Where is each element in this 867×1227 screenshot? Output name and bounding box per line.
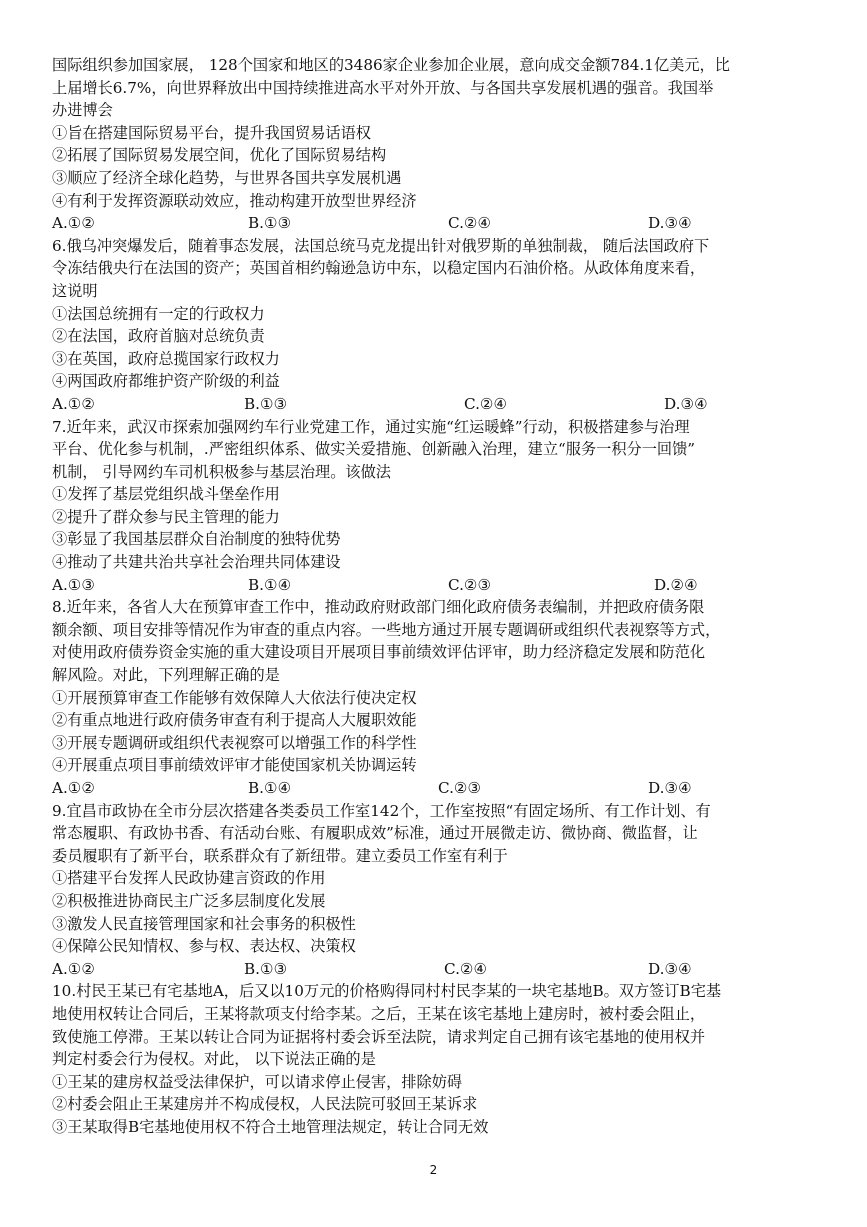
option-d: D.③④ bbox=[648, 959, 692, 978]
statement-2: ②提升了群众参与民主管理的能力 bbox=[52, 507, 280, 526]
option-c: C.②④ bbox=[448, 214, 492, 233]
answer-options bbox=[52, 777, 820, 800]
option-a: A.①③ bbox=[52, 575, 96, 594]
option-c: C.②④ bbox=[444, 959, 488, 978]
option-d: D.③④ bbox=[648, 214, 692, 233]
question-text-line: 判定村委会行为侵权。对此， 以下说法正确的是 bbox=[52, 1050, 376, 1069]
statement-3: ③在英国，政府总揽国家行政权力 bbox=[52, 349, 280, 368]
question-text-line: 6.俄乌冲突爆发后，随着事态发展，法国总统马克龙提出针对俄罗斯的单独制裁， 随后法国政府下 bbox=[52, 236, 710, 255]
option-a: A.①② bbox=[52, 394, 96, 413]
question-6 bbox=[52, 235, 820, 416]
statement-4: ④有利于发挥资源联动效应，推动构建开放型世界经济 bbox=[52, 191, 417, 210]
statement-1: ①王某的建房权益受法律保护，可以请求停止侵害，排除妨碍 bbox=[52, 1072, 463, 1091]
question-text-line: 办进博会 bbox=[52, 101, 113, 120]
question-text-line: 常态履职、有政协书香、有活动台账、有履职成效”标准，通过开展微走访、微协商、微监督，让 bbox=[52, 824, 698, 843]
statement-3: ③激发人民直接管理国家和社会事务的积极性 bbox=[52, 914, 356, 933]
question-text-line: 令冻结俄央行在法国的资产；英国首相约翰逊急访中东，以稳定国内石油价格。从政体角度来看， bbox=[52, 259, 706, 278]
question-text-line: 8.近年来，各省人大在预算审查工作中，推动政府财政部门细化政府债务表编制，并把政府债务限 bbox=[52, 598, 705, 617]
question-text-line: 平台、优化参与机制，.严密组织体系、做实关爱措施、创新融入治理，建立“服务一积分一回馈” bbox=[52, 440, 696, 459]
question-text-line: 地使用权转让合同后，王某将款项支付给李某。之后，王某在该宅基地上建房时，被村委会阻止， bbox=[52, 1004, 706, 1023]
option-d: D.②④ bbox=[654, 575, 698, 594]
statement-2: ②在法国，政府首脑对总统负责 bbox=[52, 327, 265, 346]
question-text-line: 委员履职有了新平台，联系群众有了新纽带。建立委员工作室有利于 bbox=[52, 846, 508, 865]
question-10 bbox=[52, 980, 820, 1138]
option-b: B.①③ bbox=[248, 214, 292, 233]
statement-1: ①开展预算审查工作能够有效保障人大依法行使决定权 bbox=[52, 688, 417, 707]
statement-1: ①搭建平台发挥人民政协建言资政的作用 bbox=[52, 869, 326, 888]
statement-4: ④推动了共建共治共享社会治理共同体建设 bbox=[52, 553, 341, 572]
statement-2: ②拓展了国际贸易发展空间，优化了国际贸易结构 bbox=[52, 146, 387, 165]
question-text-line: 9.宜昌市政协在全市分层次搭建各类委员工作室142个，工作室按照“有固定场所、有工作计划、有 bbox=[52, 801, 711, 820]
statement-4: ④开展重点项目事前绩效评审才能使国家机关协调运转 bbox=[52, 756, 417, 775]
option-d: D.③④ bbox=[664, 394, 708, 413]
page-content bbox=[52, 54, 820, 1139]
statement-3: ③彰显了我国基层群众自治制度的独特优势 bbox=[52, 530, 341, 549]
answer-options bbox=[52, 574, 820, 597]
question-7 bbox=[52, 416, 820, 597]
statement-1: ①发挥了基层党组织战斗堡垒作用 bbox=[52, 485, 280, 504]
option-b: B.①③ bbox=[244, 959, 288, 978]
statement-3: ③顺应了经济全球化趋势，与世界各国共享发展机遇 bbox=[52, 168, 402, 187]
question-text-line: 对使用政府债券资金实施的重大建设项目开展项目事前绩效评估评审，助力经济稳定发展和防范化 bbox=[52, 643, 706, 662]
page-number: 2 bbox=[429, 1163, 438, 1177]
question-text-line: 致使施工停滞。王某以转让合同为证据将村委会诉至法院，请求判定自己拥有该宅基地的使用权并 bbox=[52, 1027, 706, 1046]
question-5 bbox=[52, 54, 820, 235]
option-a: A.①② bbox=[52, 779, 96, 797]
statement-3: ③王某取得B宅基地使用权不符合土地管理法规定，转让合同无效 bbox=[52, 1117, 489, 1136]
option-a: A.①② bbox=[52, 214, 96, 233]
question-8 bbox=[52, 596, 820, 799]
question-text-line: 7.近年来，武汉市探索加强网约车行业党建工作，通过实施“红运暖蜂”行动，积极搭建参与治理 bbox=[52, 417, 690, 436]
option-c: C.②③ bbox=[438, 779, 482, 797]
option-d: D.③④ bbox=[648, 779, 692, 797]
question-9 bbox=[52, 800, 820, 981]
question-text-line: 额余额、项目安排等情况作为审查的重点内容。一些地方通过开展专题调研或组织代表视察等方式， bbox=[52, 620, 721, 639]
option-c: C.②④ bbox=[464, 394, 508, 413]
statement-2: ②积极推进协商民主广泛多层制度化发展 bbox=[52, 891, 326, 910]
question-text-line: 机制， 引导网约车司机积极参与基层治理。该做法 bbox=[52, 462, 391, 481]
question-text-line: 解风险。对此，下列理解正确的是 bbox=[52, 666, 280, 685]
option-b: B.①④ bbox=[248, 779, 292, 797]
option-a: A.①② bbox=[52, 959, 96, 978]
option-b: B.①③ bbox=[244, 394, 288, 413]
option-b: B.①④ bbox=[248, 575, 292, 594]
statement-2: ②有重点地进行政府债务审查有利于提高人大履职效能 bbox=[52, 711, 417, 730]
statement-4: ④保障公民知情权、参与权、表达权、决策权 bbox=[52, 937, 356, 956]
answer-options bbox=[52, 958, 820, 981]
statement-1: ①法国总统拥有一定的行政权力 bbox=[52, 304, 265, 323]
question-text-line: 10.村民王某已有宅基地A，后又以10万元的价格购得同村村民李某的一块宅基地B。双方签订B宅基 bbox=[52, 982, 722, 1001]
question-text-line: 上届增长6.7%，向世界释放出中国持续推进高水平对外开放、与各国共享发展机遇的强音。我国举 bbox=[52, 78, 714, 97]
question-text-line: 这说明 bbox=[52, 281, 98, 300]
statement-4: ④两国政府都维护资产阶级的利益 bbox=[52, 372, 280, 391]
option-c: C.②③ bbox=[448, 575, 492, 594]
answer-options bbox=[52, 212, 820, 235]
question-text-line: 国际组织参加国家展， 128个国家和地区的3486家企业参加企业展，意向成交金额784.1亿美元，比 bbox=[52, 56, 730, 74]
statement-1: ①旨在搭建国际贸易平台，提升我国贸易话语权 bbox=[52, 123, 371, 142]
statement-2: ②村委会阻止王某建房并不构成侵权，人民法院可驳回王某诉求 bbox=[52, 1095, 478, 1114]
statement-3: ③开展专题调研或组织代表视察可以增强工作的科学性 bbox=[52, 733, 417, 752]
answer-options bbox=[52, 393, 820, 416]
